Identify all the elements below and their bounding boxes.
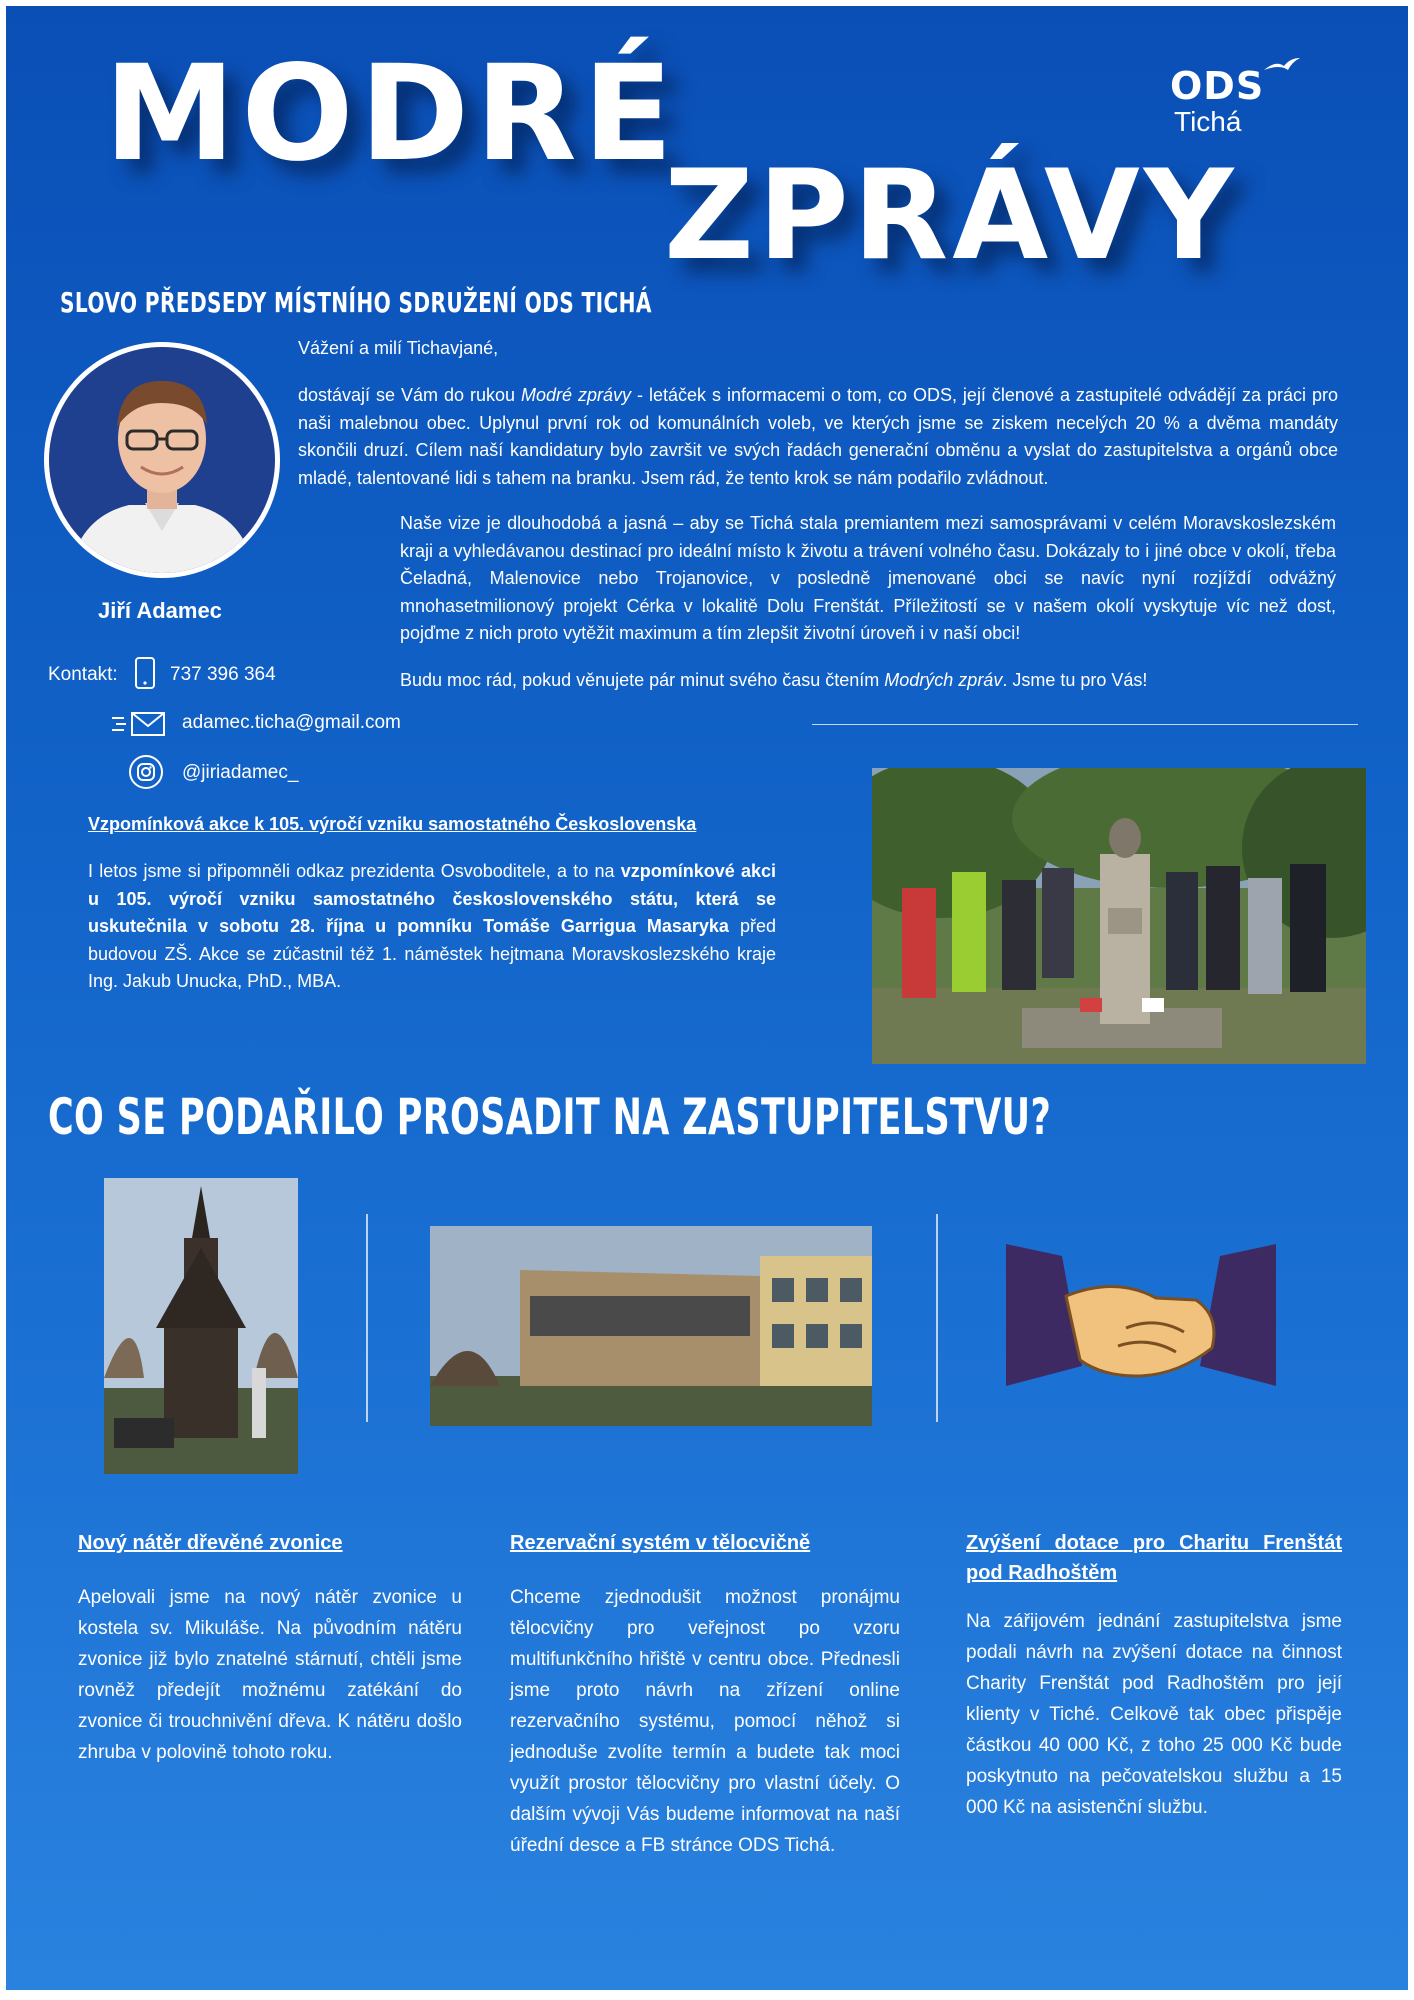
logo-town-text: Tichá [1174,106,1242,137]
letter-paragraph-1: dostávají se Vám do rukou Modré zprávy - letáček s informacemi o tom, co ODS, její členové a zastupitelé odvádějí za práci pro naši malebnou obec. Uplynul první rok od komunálních voleb, ve kterých jsme se ziskem necelých 20 % a dvěma mandáty skončili druzí. Cílem naší kandidatury bylo završit ve svých řadách generační obměnu a vyslat do zastupitelstva a orgánů obce mladé, talentované lidi s tahem na branku. Jsem rád, že tento krok se nám podařilo zvládnout. [298,385,1338,488]
ods-logo [1166,64,1306,144]
mail-icon [110,710,168,738]
memorial-photo [872,768,1366,1064]
letter-paragraph-3: Budu moc rád, pokud věnujete pár minut svého času čtením Modrých zpráv. Jsme tu pro Vás! [400,670,1148,690]
memorial-title: Vzpomínková akce k 105. výročí vzniku samostatného Československa [88,814,697,834]
letter-divider [812,724,1358,725]
success-2-title: Rezervační systém v tělocvičně [510,1532,811,1554]
chairman-name: Jiří Adamec [98,598,222,623]
letter-greeting: Vážení a milí Tichavjané, [298,338,499,358]
chairman-section-title: SLOVO PŘEDSEDY MÍSTNÍHO SDRUŽENÍ ODS TICHÁ [60,286,652,319]
letter-paragraph-2: Naše vize je dlouhodobá a jasná – aby se Tichá stala premiantem mezi samosprávami v celém Moravskoslezském kraji a vyhledávanou destinací pro ideální místo k životu a trávení volného času. Dokázaly to i jiné obce v okolí, třeba Čeladná, Malenovice nebo Trojanovice, v posledně jmenované obci se navíc nyní rozjíždí odvážný mnohasetmilionový projekt Cérka v lokalitě Dolu Frenštát. Příležitostí se v našem okolí vyskytuje víc než dost, pojďme z nich proto vytěžit maximum a tím zlepšit životní úroveň i v naší obci! [400,513,1336,643]
phone-number[interactable]: 737 396 364 [170,664,276,685]
logo-ods-text: ODS [1170,64,1265,108]
chairman-portrait [44,342,280,578]
flyer-page [6,6,1408,1990]
phone-icon [134,656,156,690]
masthead-line-1: MODRÉ [104,37,679,191]
gym-image [430,1226,872,1426]
bird-icon [1262,56,1302,76]
successes-title: CO SE PODAŘILO PROSADIT NA ZASTUPITELSTVU? [48,1088,1052,1146]
success-3-title: Zvýšení dotace pro Charitu Frenštát pod Radhoštěm [966,1532,1342,1584]
masthead-line-2: ZPRÁVY [664,144,1238,288]
portrait-image [49,347,275,573]
instagram-handle[interactable]: @jiriadamec_ [182,762,299,783]
separator-1 [366,1214,368,1422]
success-3-text: Na zářijovém jednání zastupitelstva jsme podali návrh na zvýšení dotace na činnost Charity Frenštát pod Radhoštěm pro její klienty v Tiché. Celkově tak obec přispěje částkou 40 000 Kč, z toho 25 000 Kč bude poskytnuto na pečovatelskou službu a 15 000 Kč na asistenční službu. [966,1611,1342,1818]
belfry-image [104,1178,298,1474]
contact-label: Kontakt: [48,664,118,685]
success-1-text: Apelovali jsme na nový nátěr zvonice u kostela sv. Mikuláše. Na původním nátěru zvonice již bylo znatelné stárnutí, chtěli jsme rovněž předejít možnému zatékání do zvonice či trouchnivění dřeva. K nátěru došlo zhruba v polovině tohoto roku. [78,1587,462,1763]
instagram-icon [128,754,164,790]
separator-2 [936,1214,938,1422]
success-1-title: Nový nátěr dřevěné zvonice [78,1532,343,1554]
handshake-icon [1006,1236,1276,1416]
success-2-text: Chceme zjednodušit možnost pronájmu tělocvičny pro veřejnost po vzoru multifunkčního hřiště v centru obce. Přednesli jsme proto návrh na zřízení online rezervačního systému, pomocí něhož si jednoduše zvolíte termín a budete tak moci využít prostor tělocvičny pro vlastní účely. O dalším vývoji Vás budeme informovat na naší úřední desce a FB stránce ODS Tichá. [510,1587,900,1856]
email-address[interactable]: adamec.ticha@gmail.com [182,712,401,733]
memorial-text: I letos jsme si připomněli odkaz prezidenta Osvoboditele, a to na vzpomínkové akci u 105. výročí vzniku samostatného československého státu, která se uskutečnila v sobotu 28. října u pomníku Tomáše Garrigua Masaryka před budovou ZŠ. Akce se zúčastnil též 1. náměstek hejtmana Moravskoslezského kraje Ing. Jakub Unucka, PhD., MBA. [88,861,776,991]
